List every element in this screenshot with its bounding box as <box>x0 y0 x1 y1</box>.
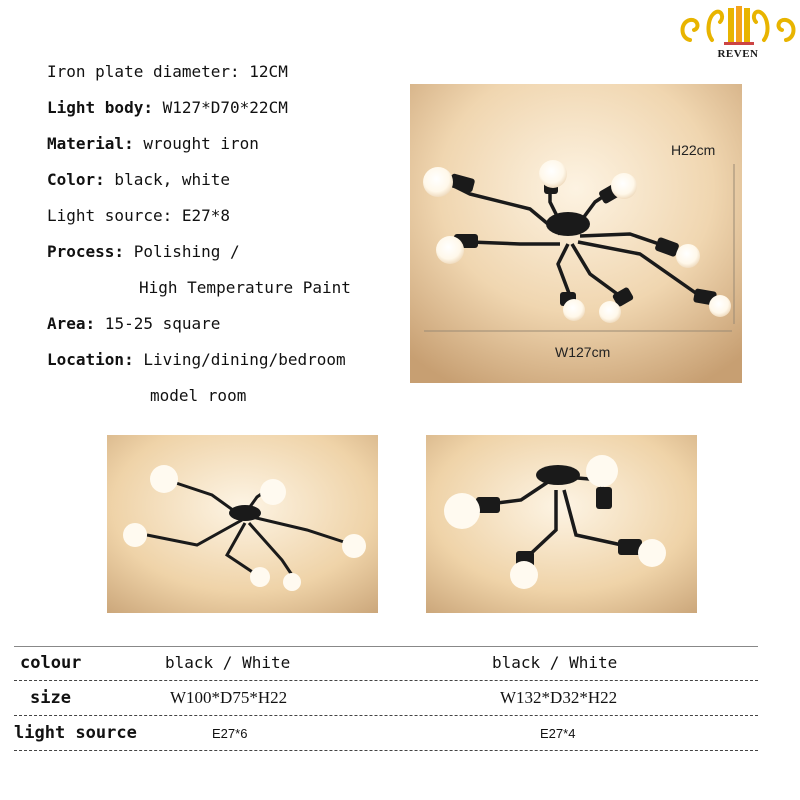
cell-colour-left: black / White <box>165 653 291 672</box>
width-dimension-label: W127cm <box>555 344 611 360</box>
brand-name: REVEN <box>717 48 759 60</box>
spec-material: Material: wrought iron <box>47 134 259 153</box>
spec-list <box>47 54 407 414</box>
spec-location-cont: model room <box>150 386 247 405</box>
cell-colour-right: black / White <box>492 653 618 672</box>
brand-logo <box>676 2 800 64</box>
row-header-light-source: light source <box>14 723 137 743</box>
spec-location: Location: Living/dining/bedroom <box>47 350 346 369</box>
cell-light-source-left: E27*6 <box>212 726 248 741</box>
spec-color: Color: black, white <box>47 170 231 189</box>
spec-process: Process: Polishing / <box>47 242 240 261</box>
table-row-size <box>0 681 800 716</box>
product-photo-4-arm <box>426 435 697 613</box>
cell-size-left: W100*D75*H22 <box>170 688 288 707</box>
product-photo-main <box>410 84 742 383</box>
cell-size-right: W132*D32*H22 <box>500 688 618 707</box>
row-header-colour: colour <box>20 653 82 673</box>
height-dimension-label: H22cm <box>671 142 716 158</box>
cell-light-source-right: E27*4 <box>540 726 576 741</box>
table-row-colour <box>0 646 800 681</box>
product-photo-6-arm <box>107 435 378 613</box>
spec-process-cont: High Temperature Paint <box>139 278 351 297</box>
crown-logo-icon <box>676 2 800 48</box>
spec-plate-diameter: Iron plate diameter: 12CM <box>47 62 288 81</box>
spec-light-source: Light source: E27*8 <box>47 206 231 225</box>
row-header-size: size <box>30 688 71 708</box>
table-row-light-source <box>0 716 800 751</box>
spec-comparison-table <box>0 646 800 751</box>
spec-light-body: Light body: W127*D70*22CM <box>47 98 288 117</box>
spec-area: Area: 15-25 square <box>47 314 221 333</box>
